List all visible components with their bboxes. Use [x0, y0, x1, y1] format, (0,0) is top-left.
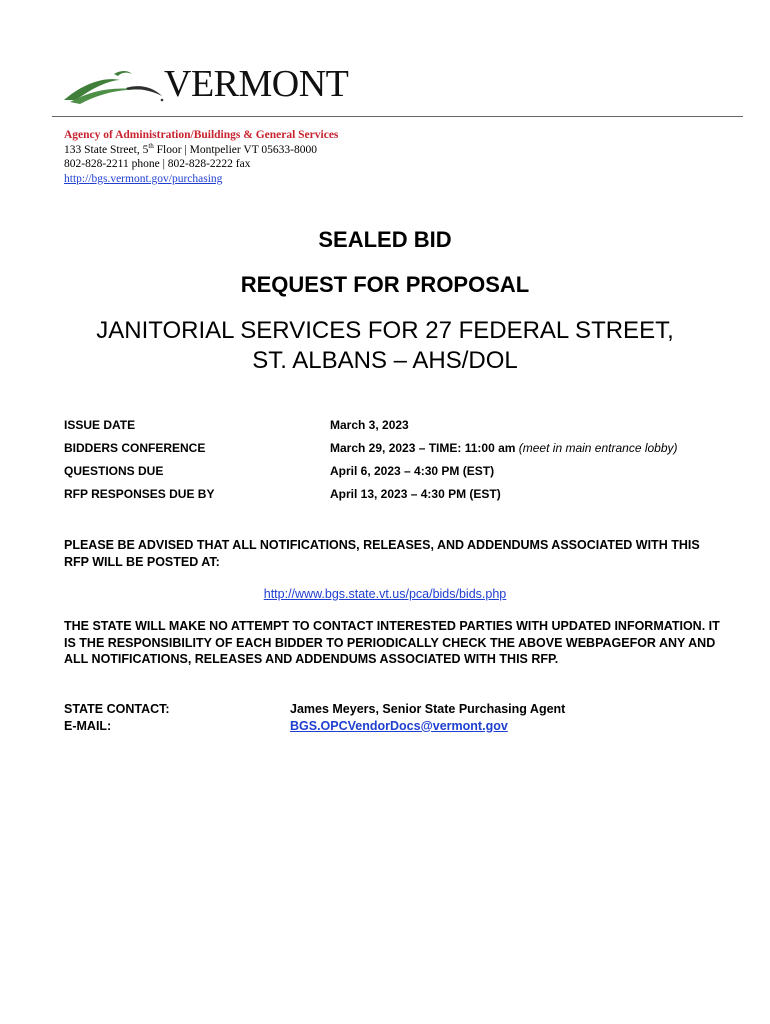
date-value	[330, 441, 678, 455]
email-label: E-MAIL:	[64, 718, 112, 733]
title-project-line2: ST. ALBANS – AHS/DOL	[252, 347, 518, 374]
title-rfp: REQUEST FOR PROPOSAL	[240, 272, 530, 297]
date-value-text: March 29, 2023 – TIME: 11:00 am	[330, 441, 519, 455]
date-value-text: April 13, 2023 – 4:30 PM (EST)	[330, 487, 501, 501]
email-row	[64, 718, 744, 735]
contact-label: STATE CONTACT:	[64, 702, 170, 716]
vermont-logo	[62, 62, 352, 106]
contact-block	[64, 701, 744, 734]
address-city: Floor | Montpelier VT 05633-8000	[153, 143, 317, 156]
date-label: BIDDERS CONFERENCE	[64, 441, 206, 455]
date-value	[330, 487, 501, 501]
mountain-logo-icon	[62, 66, 172, 106]
address-street: 133 State Street, 5	[64, 143, 149, 156]
email-link[interactable]: BGS.OPCVendorDocs@vermont.gov	[290, 718, 508, 733]
agency-name: Agency of Administration/Buildings & General Services	[64, 129, 339, 141]
title-project	[0, 316, 770, 376]
contact-row	[64, 701, 744, 718]
logo-wordmark: VERMONT	[164, 63, 349, 105]
date-row-questions	[64, 464, 744, 487]
date-value	[330, 464, 494, 478]
date-row-responses	[64, 487, 744, 510]
agency-website-link[interactable]: http://bgs.vermont.gov/purchasing	[64, 172, 223, 185]
date-label: RFP RESPONSES DUE BY	[64, 487, 215, 501]
advise-notice: PLEASE BE ADVISED THAT ALL NOTIFICATIONS, RELEASES, AND ADDENDUMS ASSOCIATED WITH THIS RFP WILL BE POSTED AT:	[64, 538, 700, 569]
title-project-line1: JANITORIAL SERVICES FOR 27 FEDERAL STREET,	[96, 317, 674, 344]
date-row-issue	[64, 418, 744, 441]
date-row-conference	[64, 441, 744, 464]
date-value-text: March 3, 2023	[330, 418, 409, 432]
bids-page-link[interactable]: http://www.bgs.state.vt.us/pca/bids/bids.php	[263, 587, 507, 601]
date-value-text: April 6, 2023 – 4:30 PM (EST)	[330, 464, 495, 478]
header-divider	[52, 116, 743, 117]
contact-name: James Meyers, Senior State Purchasing Agent	[290, 702, 566, 716]
date-label: QUESTIONS DUE	[64, 464, 164, 478]
title-sealed-bid: SEALED BID	[318, 227, 452, 252]
state-notice: THE STATE WILL MAKE NO ATTEMPT TO CONTACT INTERESTED PARTIES WITH UPDATED INFORMATION. IT IS THE RESPONSIBILITY OF EACH BIDDER TO PERIODICALLY CHECK THE ABOVE WEBPAGEFOR ANY AND ALL NOTIFICATIONS, RELEASES AND ADDENDUMS ASSOCIATED WITH THIS RFP.	[64, 619, 720, 666]
agency-phone: 802-828-2211 phone | 802-828-2222 fax	[64, 158, 251, 170]
key-dates-table	[64, 418, 744, 510]
agency-address	[64, 143, 338, 158]
date-note: (meet in main entrance lobby)	[518, 441, 678, 455]
date-value	[330, 418, 409, 432]
agency-block	[64, 128, 338, 186]
address-ordinal: th	[148, 141, 154, 150]
date-label: ISSUE DATE	[64, 418, 136, 432]
